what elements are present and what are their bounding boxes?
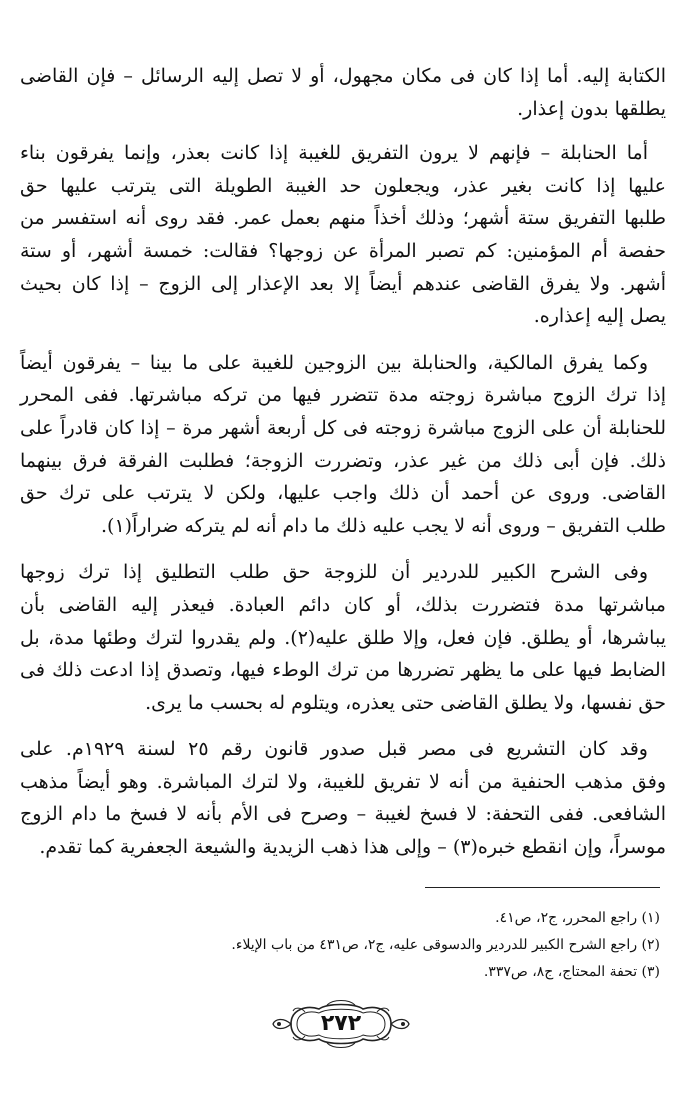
page-body [20,60,666,878]
paragraph-3 [20,347,666,543]
paragraph-2 [20,137,666,333]
text-line: يباشرها، أو يطلق. فإن فعل، وإلا طلق عليه(٢). ولم يقدروا لترك وطئها مدة، بل [20,626,666,649]
text-line: حفصة أم المؤمنين: كم تصبر المرأة عن زوجها؟ فقالت: خمسة أشهر، أو ستة [20,239,666,262]
text-line: الشافعى. ففى التحفة: لا فسخ لغيبة – وصرح فى الأم بأنه لا فسخ ما دام الزوج [20,803,666,826]
text-line: وكما يفرق المالكية، والحنابلة بين الزوجين للغيبة على ما بينا – يفرقون أيضاً [20,351,648,374]
text-line: موسراً، وإن انقطع خبره(٣) – وإلى هذا ذهب الزيدية والشيعة الجعفرية كما تقدم. [39,836,666,859]
footnote-3: (٣) تحفة المحتاج، ج٨، ص٣٣٧. [483,964,660,980]
text-line: مباشرتها مدة فتضررت بذلك، أو كان دائم العبادة. فيعذر إليه القاضى بأن [20,593,666,616]
text-line: القاضى. وروى عن أحمد أن ذلك واجب عليها، ولكن لا يترتب على ترك حق [20,482,666,505]
text-line: يطلقها بدون إعذار. [517,97,666,120]
paragraph-1 [20,60,666,125]
footnote-divider [425,887,660,888]
text-line: أما الحنابلة – فإنهم لا يرون التفريق للغيبة إذا كانت بعذر، وإنما يفرقون بناء [20,142,648,165]
text-line: ذلك. فإن أبى ذلك من غير عذر، وتضررت الزوجة؛ فطلبت الفرقة فرق بينهما [20,449,666,472]
page-number-ornament [269,999,413,1049]
text-line: وفق مذهب الحنفية من أنه لا تفريق للغيبة، ولا لترك المباشرة. وهو أيضاً مذهب [20,770,666,793]
text-line: طلب التفريق – وروى أنه لا يجب عليه ذلك ما دام أنه لم يتركه ضراراً(١). [101,514,666,537]
text-line: أشهر. ولا يفرق القاضى عندهم أيضاً إلا بعد الإعذار إلى الزوج – إذا كان بحيث [20,272,666,295]
footnote-1: (١) راجع المحرر، ج٢، ص٤١. [495,910,660,926]
text-line: إذا ترك الزوج مباشرة زوجته مدة تتضرر فيها من تركه مباشرتها. ففى المحرر [20,384,666,407]
text-line: طلبها التفريق ستة أشهر؛ وذلك أخذاً منهم بعمل عمر. فقد روى أنه استفسر من [20,207,666,230]
text-line: حق نفسها، ولا يطلق القاضى حتى يعذره، ويتلوم له بحسب ما يرى. [145,691,666,714]
text-line: وفى الشرح الكبير للدردير أن للزوجة حق طلب التطليق إذا ترك زوجها [20,561,648,584]
text-line: يصل إليه إعذاره. [533,305,666,328]
page-number: ٢٧٢ [320,1011,362,1036]
text-line: الكتابة إليه. أما إذا كان فى مكان مجهول، أو لا تصل إليه الرسائل – فإن القاضى [20,65,666,87]
paragraph-5 [20,733,666,863]
text-line: وقد كان التشريع فى مصر قبل صدور قانون رقم ٢٥ لسنة ١٩٢٩م. على [20,738,648,761]
paragraph-4 [20,556,666,719]
text-line: عليها إذا كانت بغير عذر، ويجعلون حد الغيبة الطويلة التى يترتب عليها حق [20,174,666,197]
text-line: للحنابلة أن على الزوج مباشرة زوجته فى كل أربعة أشهر مرة – إذا كان قادراً على [20,416,666,439]
footnote-2: (٢) راجع الشرح الكبير للدردير والدسوقى عليه، ج٢، ص٤٣١ من باب الإيلاء. [231,937,660,953]
footnotes [60,905,660,986]
text-line: الضابط فيها على ما يظهر تضررها من ترك الوطء فيها، وتصدق إذا ادعت ذلك فى [20,659,666,682]
